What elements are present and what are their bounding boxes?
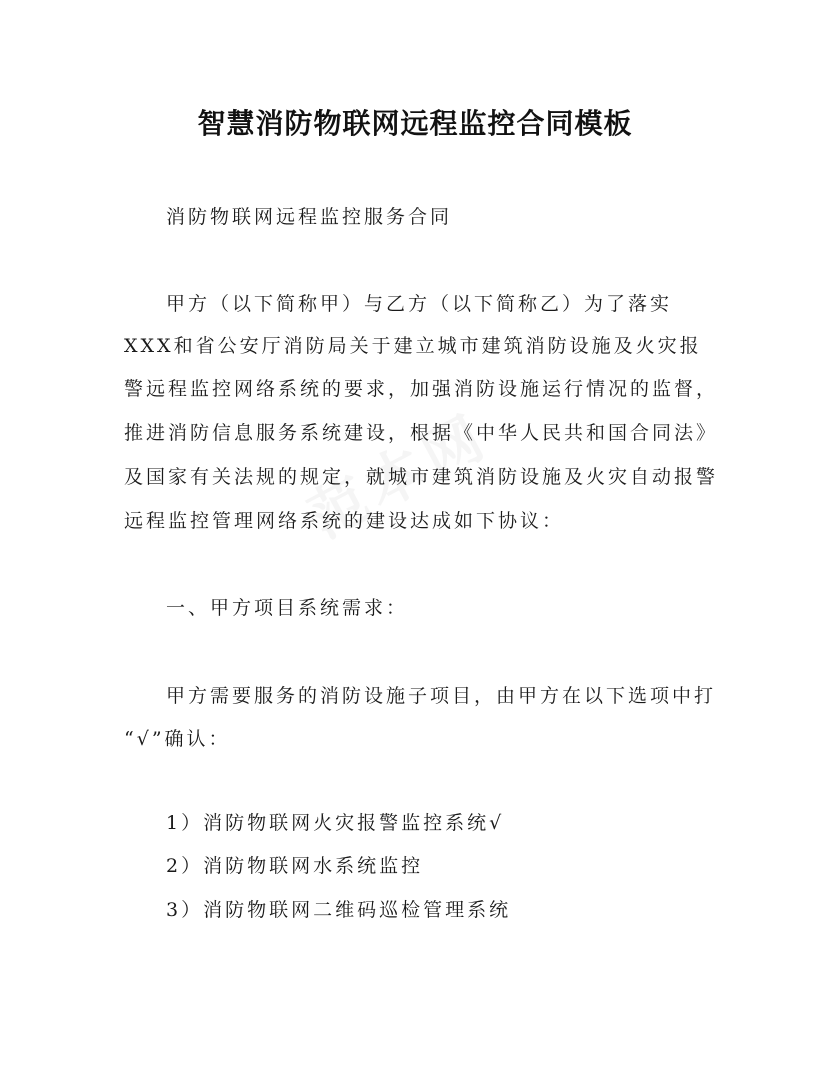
intro-line-1: 甲方（以下简称甲）与乙方（以下简称乙）为了落实	[166, 293, 673, 315]
option-item: 2）消防物联网水系统监控	[166, 855, 424, 877]
intro-line-3: 警远程监控网络系统的要求，加强消防设施运行情况的监督，	[124, 378, 719, 400]
option-item: 3）消防物联网二维码巡检管理系统	[166, 899, 512, 921]
option-item: 1）消防物联网火灾报警监控系统√	[166, 812, 505, 834]
intro-line-6: 远程监控管理网络系统的建设达成如下协议：	[124, 510, 565, 532]
intro-line-4: 推进消防信息服务系统建设，根据《中华人民共和国合同法》	[124, 422, 719, 444]
contract-subtitle: 消防物联网远程监控服务合同	[166, 206, 453, 228]
section-heading: 一、甲方项目系统需求：	[166, 597, 409, 619]
section-para-line-1: 甲方需要服务的消防设施子项目，由甲方在以下选项中打	[166, 685, 717, 707]
intro-line-5: 及国家有关法规的规定，就城市建筑消防设施及火灾自动报警	[124, 466, 719, 488]
document-title: 智慧消防物联网远程监控合同模板	[197, 107, 633, 140]
intro-line-2: XXX和省公安厅消防局关于建立城市建筑消防设施及火灾报	[124, 335, 702, 357]
section-para-line-2: “√”确认：	[124, 728, 231, 750]
